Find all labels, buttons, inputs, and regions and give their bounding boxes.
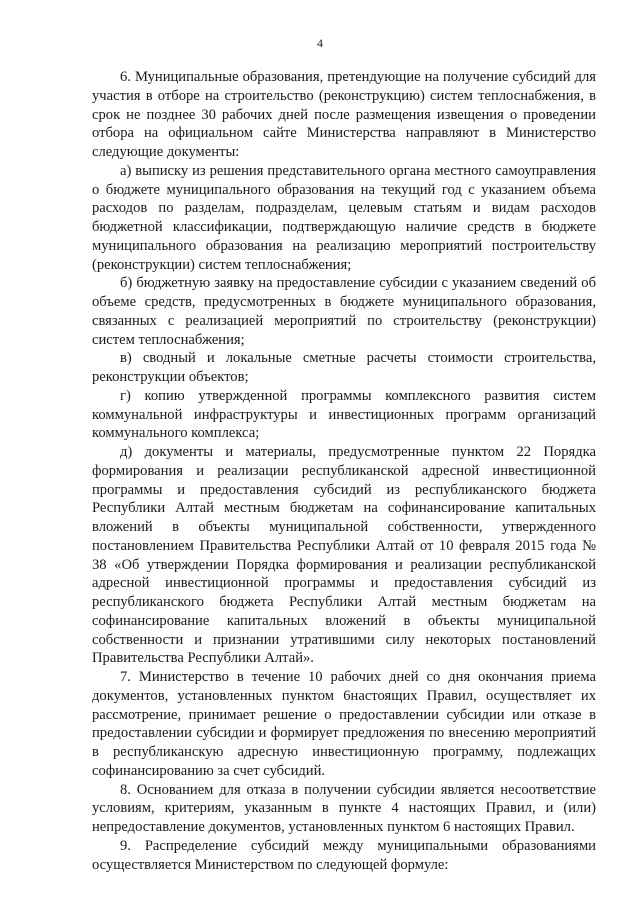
paragraph-subitem-b: б) бюджетную заявку на предоставление субсидии с указанием сведений об объеме средств, предусмотренных в бюджете муниципального образования, связанных с реализацией мероприятий по строительству (реконструкции) систем теплоснабжения; — [92, 275, 596, 348]
document-body — [92, 68, 596, 874]
paragraph-subitem-a: а) выписку из решения представительного органа местного самоуправления о бюджете муниципального образования на текущий год с указанием объема расходов по разделам, подразделам, целевым статьям и видам расходов бюджетной классификации, подтверждающую наличие средств в бюджете муниципального образования на реализацию мероприятий построительству (реконструкции) систем теплоснабжения; — [92, 162, 596, 273]
paragraph-subitem-d: д) документы и материалы, предусмотренные пунктом 22 Порядка формирования и реализации республиканской адресной инвестиционной программы и предоставления субсидий из республиканского бюджета Республики Алтай местным бюджетам на софинансирование капитальных вложений в объекты муниципальной собственности, утвержденного постановлением Правительства Республики Алтай от 10 февраля 2015 года № 38 «Об утверждении Порядка формирования и реализации республиканской адресной инвестиционной программы и предоставления субсидий из республиканского бюджета Республики Алтай местным бюджетам на софинансирование капитальных вложений в объекты муниципальной собственности и признании утратившими силу некоторых постановлений Правительства Республики Алтай». — [92, 444, 596, 667]
paragraph-item-7: 7. Министерство в течение 10 рабочих дней со дня окончания приема документов, установленных пунктом 6настоящих Правил, осуществляет их рассмотрение, принимает решение о предоставлении субсидии или отказе в предоставлении субсидии и формирует предложения по внесению мероприятий в республиканскую адресную инвестиционную программу, подлежащих софинансированию за счет субсидий. — [92, 669, 596, 779]
paragraph-item-9: 9. Распределение субсидий между муниципальными образованиями осуществляется Министерством по следующей формуле: — [92, 837, 596, 873]
paragraph-item-8: 8. Основанием для отказа в получении субсидии является несоответствие условиям, критериям, указанным в пункте 4 настоящих Правил, и (или) непредоставление документов, установленных пунктом 6 настоящих Правил. — [92, 781, 596, 835]
paragraph-subitem-g: г) копию утвержденной программы комплексного развития систем коммунальной инфраструктуры и инвестиционных программ организаций коммунального комплекса; — [92, 387, 596, 442]
paragraph-subitem-v: в) сводный и локальные сметные расчеты стоимости строительства, реконструкции объектов; — [92, 350, 596, 385]
page-number: 4 — [317, 36, 323, 50]
paragraph-item-6: 6. Муниципальные образования, претендующие на получение субсидий для участия в отборе на строительство (реконструкцию) систем теплоснабжения, в срок не позднее 30 рабочих дней после размещения извещения о проведении отбора на официальном сайте Министерства направляют в Министерство следующие документы: — [92, 69, 596, 160]
